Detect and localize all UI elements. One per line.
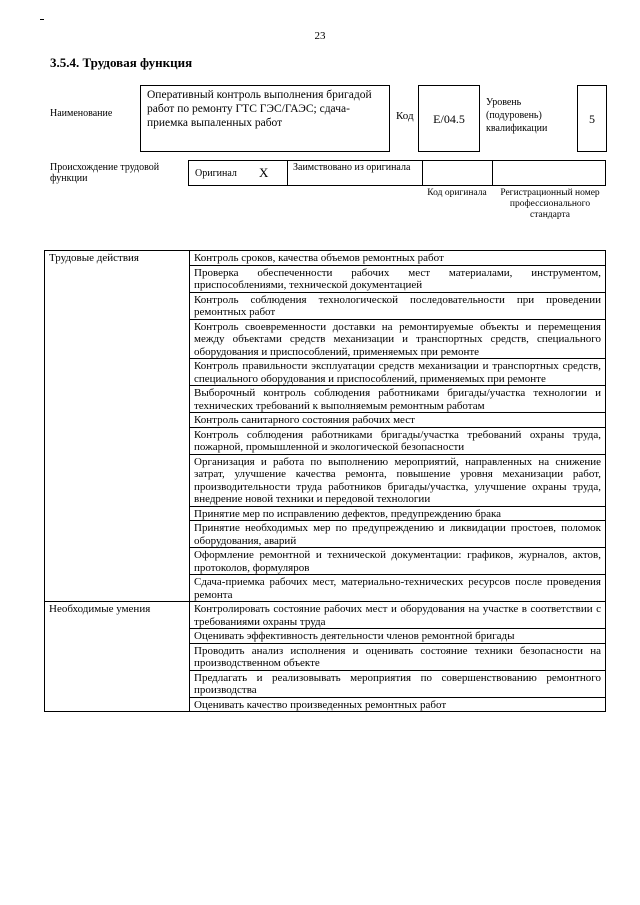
labor-action-item: Принятие необходимых мер по предупреждению и ликвидации простоев, поломок оборудования, аварий — [190, 521, 606, 548]
function-table — [44, 250, 606, 712]
labor-action-item: Оформление ремонтной и технической документации: графиков, журналов, актов, протоколов, формуляров — [190, 548, 606, 575]
table-row — [45, 251, 606, 266]
borrowed-cell — [287, 160, 423, 186]
code-caption: Код оригинала — [427, 188, 487, 198]
labor-action-item: Принятие мер по исправлению дефектов, предупреждению брака — [190, 506, 606, 521]
skill-item: Оценивать качество произведенных ремонтных работ — [190, 697, 606, 712]
original-mark: X — [259, 165, 269, 180]
function-name: Оперативный контроль выполнения бригадой работ по ремонту ГТС ГЭС/ГАЭС; сдача-приемка выпаленных работ — [140, 85, 390, 152]
function-code: E/04.5 — [418, 85, 480, 152]
borrowed-label: Заимствовано из оригинала — [293, 162, 411, 173]
scan-mark — [40, 19, 44, 20]
qualification-level: 5 — [577, 85, 607, 152]
skills-label: Необходимые умения — [45, 602, 190, 712]
level-label: Уровень (подуровень) квалификации — [486, 97, 548, 134]
labor-actions-label: Трудовые действия — [45, 251, 190, 602]
original-code-cell — [422, 160, 493, 186]
skill-item: Предлагать и реализовывать мероприятия по совершенствованию ремонтного производства — [190, 670, 606, 697]
labor-action-item: Сдача-приемка рабочих мест, материально-технических ресурсов после проведения ремонта — [190, 575, 606, 602]
labor-action-item: Контроль своевременности доставки на ремонтируемые объекты и перемещения между объектами средств механизации и транспортных средств, специального оборудования и приспособлений, применяемых при ремонте — [190, 319, 606, 359]
labor-action-item: Контроль правильности эксплуатации средств механизации и транспортных средств, специального оборудования и приспособлений, применяемых при ремонте — [190, 359, 606, 386]
labor-action-item: Контроль сроков, качества объемов ремонтных работ — [190, 251, 606, 266]
name-label: Наименование — [50, 108, 113, 119]
labor-action-item: Проверка обеспеченности рабочих мест материалами, инструментом, приспособлениями, технической документацией — [190, 265, 606, 292]
skill-item: Проводить анализ исполнения и оценивать состояние техники безопасности на производственном объекте — [190, 643, 606, 670]
labor-action-item: Контроль санитарного состояния рабочих мест — [190, 413, 606, 428]
labor-action-item: Контроль соблюдения технологической последовательности при проведении ремонтных работ — [190, 292, 606, 319]
section-title: 3.5.4. Трудовая функция — [50, 55, 193, 70]
labor-action-item: Выборочный контроль соблюдения работниками бригады/участка технологии и технических требований к выполняемым ремонтным работам — [190, 386, 606, 413]
original-label: Оригинал — [195, 168, 237, 179]
labor-action-item: Контроль соблюдения работниками бригады/участка требований охраны труда, пожарной, промышленной и экологической безопасности — [190, 427, 606, 454]
skill-item: Контролировать состояние рабочих мест и оборудования на участке в соответствии с требованиями охраны труда — [190, 602, 606, 629]
origin-label: Происхождение трудовой функции — [50, 162, 160, 184]
page-number: 23 — [314, 30, 326, 42]
original-cell — [188, 160, 288, 186]
skill-item: Оценивать эффективность деятельности членов ремонтной бригады — [190, 629, 606, 644]
code-label: Код — [396, 110, 414, 122]
table-row — [45, 602, 606, 629]
registration-number-cell — [492, 160, 606, 186]
registration-caption: Регистрационный номер профессионального стандарта — [500, 188, 600, 220]
labor-action-item: Организация и работа по выполнению мероприятий, направленных на снижение затрат, улучшение качества ремонта, повышение уровня механизации работ, производительности труда работников бригады/участка, улучшение охраны труда, внедрение новой техники и передовой технологии — [190, 454, 606, 506]
